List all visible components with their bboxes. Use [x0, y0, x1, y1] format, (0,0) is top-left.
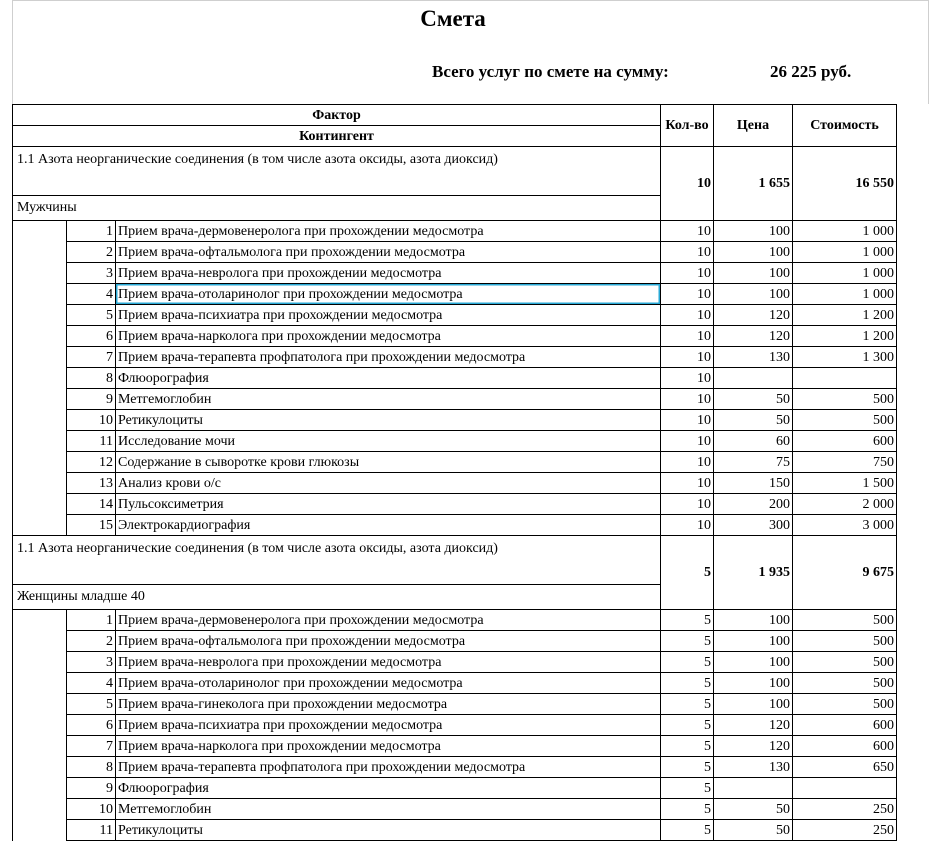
- service-name[interactable]: Прием врача-отоларинолог при прохождении медосмотра: [116, 284, 661, 305]
- row-number[interactable]: 6: [67, 715, 116, 736]
- service-qty[interactable]: 10: [661, 347, 714, 368]
- group-factor[interactable]: 1.1 Азота неорганические соединения (в том числе азота оксиды, азота диоксид): [13, 147, 661, 196]
- service-price[interactable]: 130: [714, 757, 793, 778]
- service-qty[interactable]: 10: [661, 368, 714, 389]
- row-indent: [13, 242, 67, 263]
- service-qty[interactable]: 5: [661, 799, 714, 820]
- service-qty[interactable]: 10: [661, 326, 714, 347]
- group-contingent[interactable]: Мужчины: [13, 196, 661, 221]
- service-qty[interactable]: 10: [661, 452, 714, 473]
- service-price[interactable]: 100: [714, 242, 793, 263]
- service-cost[interactable]: 2 000: [793, 494, 897, 515]
- service-price[interactable]: 130: [714, 347, 793, 368]
- table-row[interactable]: [13, 242, 897, 263]
- row-indent: [13, 715, 67, 736]
- service-name[interactable]: Прием врача-невролога при прохождении медосмотра: [116, 652, 661, 673]
- service-price[interactable]: [714, 368, 793, 389]
- row-indent: [13, 515, 67, 536]
- table-row[interactable]: [13, 452, 897, 473]
- service-qty[interactable]: 10: [661, 494, 714, 515]
- total-value: 26 225 руб.: [770, 62, 852, 81]
- service-price[interactable]: 120: [714, 326, 793, 347]
- row-indent: [13, 494, 67, 515]
- service-name[interactable]: Прием врача-терапевта профпатолога при прохождении медосмотра: [116, 757, 661, 778]
- table-row[interactable]: [13, 410, 897, 431]
- row-indent: [13, 389, 67, 410]
- service-name[interactable]: Прием врача-офтальмолога при прохождении медосмотра: [116, 631, 661, 652]
- row-number[interactable]: 4: [67, 284, 116, 305]
- table-row[interactable]: [13, 473, 897, 494]
- row-indent: [13, 778, 67, 799]
- table-row[interactable]: [13, 631, 897, 652]
- service-qty[interactable]: 10: [661, 515, 714, 536]
- estimate-sheet: [12, 104, 896, 838]
- table-row[interactable]: [13, 494, 897, 515]
- service-price[interactable]: 50: [714, 799, 793, 820]
- service-cost[interactable]: [793, 778, 897, 799]
- service-qty[interactable]: 5: [661, 694, 714, 715]
- service-price[interactable]: 120: [714, 305, 793, 326]
- service-name[interactable]: Прием врача-психиатра при прохождении медосмотра: [116, 305, 661, 326]
- service-price[interactable]: 100: [714, 631, 793, 652]
- row-number[interactable]: 2: [67, 631, 116, 652]
- table-row[interactable]: [13, 610, 897, 631]
- row-indent: [13, 473, 67, 494]
- row-number[interactable]: 15: [67, 515, 116, 536]
- service-name[interactable]: Прием врача-нарколога при прохождении медосмотра: [116, 736, 661, 757]
- service-cost[interactable]: 1 000: [793, 284, 897, 305]
- row-number[interactable]: 1: [67, 610, 116, 631]
- service-cost[interactable]: 500: [793, 673, 897, 694]
- row-number[interactable]: 8: [67, 757, 116, 778]
- service-cost[interactable]: 250: [793, 799, 897, 820]
- table-row[interactable]: [13, 515, 897, 536]
- row-number[interactable]: 3: [67, 652, 116, 673]
- row-number[interactable]: 3: [67, 263, 116, 284]
- group-qty[interactable]: 5: [661, 536, 714, 610]
- row-number[interactable]: 2: [67, 242, 116, 263]
- service-cost[interactable]: 1 200: [793, 305, 897, 326]
- group-qty[interactable]: 10: [661, 147, 714, 221]
- service-price[interactable]: 100: [714, 673, 793, 694]
- row-indent: [13, 820, 67, 841]
- service-name[interactable]: Пульсоксиметрия: [116, 494, 661, 515]
- service-price[interactable]: [714, 778, 793, 799]
- service-qty[interactable]: 10: [661, 242, 714, 263]
- service-cost[interactable]: 600: [793, 431, 897, 452]
- row-number[interactable]: 8: [67, 368, 116, 389]
- service-cost[interactable]: 1 000: [793, 263, 897, 284]
- row-indent: [13, 799, 67, 820]
- row-indent: [13, 736, 67, 757]
- service-price[interactable]: 120: [714, 715, 793, 736]
- service-qty[interactable]: 10: [661, 389, 714, 410]
- service-name[interactable]: Флюорография: [116, 368, 661, 389]
- service-price[interactable]: 100: [714, 652, 793, 673]
- service-cost[interactable]: 1 200: [793, 326, 897, 347]
- service-qty[interactable]: 10: [661, 473, 714, 494]
- row-indent: [13, 368, 67, 389]
- row-number[interactable]: 10: [67, 799, 116, 820]
- row-indent: [13, 757, 67, 778]
- table-row[interactable]: [13, 326, 897, 347]
- table-row[interactable]: [13, 305, 897, 326]
- row-number[interactable]: 5: [67, 305, 116, 326]
- row-number[interactable]: 7: [67, 347, 116, 368]
- service-name[interactable]: Ретикулоциты: [116, 820, 661, 841]
- table-row[interactable]: [13, 284, 897, 305]
- service-cost[interactable]: 250: [793, 820, 897, 841]
- group-contingent[interactable]: Женщины младше 40: [13, 585, 661, 610]
- service-cost[interactable]: 600: [793, 736, 897, 757]
- row-number[interactable]: 14: [67, 494, 116, 515]
- table-row[interactable]: [13, 389, 897, 410]
- service-name[interactable]: Прием врача-нарколога при прохождении медосмотра: [116, 326, 661, 347]
- row-number[interactable]: 6: [67, 326, 116, 347]
- service-cost[interactable]: 500: [793, 631, 897, 652]
- row-indent: [13, 452, 67, 473]
- column-header-factor[interactable]: Фактор: [13, 105, 661, 126]
- row-indent: [13, 631, 67, 652]
- service-qty[interactable]: 5: [661, 610, 714, 631]
- service-name[interactable]: Прием врача-гинеколога при прохождении медосмотра: [116, 694, 661, 715]
- column-header-qty[interactable]: Кол-во: [661, 105, 714, 147]
- service-qty[interactable]: 5: [661, 631, 714, 652]
- service-name[interactable]: Прием врача-терапевта профпатолога при прохождении медосмотра: [116, 347, 661, 368]
- service-qty[interactable]: 10: [661, 284, 714, 305]
- service-price[interactable]: 300: [714, 515, 793, 536]
- table-row[interactable]: [13, 652, 897, 673]
- service-cost[interactable]: 500: [793, 694, 897, 715]
- table-row[interactable]: [13, 673, 897, 694]
- table-row[interactable]: [13, 347, 897, 368]
- service-qty[interactable]: 10: [661, 431, 714, 452]
- column-header-contingent[interactable]: Контингент: [13, 126, 661, 147]
- table-row[interactable]: [13, 368, 897, 389]
- table-row[interactable]: [13, 757, 897, 778]
- table-row[interactable]: [13, 221, 897, 242]
- row-indent: [13, 431, 67, 452]
- service-cost[interactable]: 500: [793, 610, 897, 631]
- row-indent: [13, 673, 67, 694]
- service-cost[interactable]: [793, 368, 897, 389]
- service-qty[interactable]: 5: [661, 652, 714, 673]
- page-title: Смета: [420, 6, 486, 31]
- service-qty[interactable]: 10: [661, 410, 714, 431]
- row-number[interactable]: 5: [67, 694, 116, 715]
- row-number[interactable]: 7: [67, 736, 116, 757]
- service-price[interactable]: 50: [714, 410, 793, 431]
- service-name[interactable]: Прием врача-дермовенеролога при прохождении медосмотра: [116, 221, 661, 242]
- service-cost[interactable]: 1 000: [793, 221, 897, 242]
- service-qty[interactable]: 5: [661, 715, 714, 736]
- row-indent: [13, 347, 67, 368]
- row-indent: [13, 221, 67, 242]
- table-row[interactable]: [13, 715, 897, 736]
- service-price[interactable]: 100: [714, 694, 793, 715]
- service-cost[interactable]: 750: [793, 452, 897, 473]
- row-indent: [13, 694, 67, 715]
- service-name[interactable]: Ретикулоциты: [116, 410, 661, 431]
- row-number[interactable]: 11: [67, 820, 116, 841]
- service-name[interactable]: Прием врача-невролога при прохождении медосмотра: [116, 263, 661, 284]
- service-cost[interactable]: 600: [793, 715, 897, 736]
- row-indent: [13, 263, 67, 284]
- total-label: Всего услуг по смете на сумму:: [432, 62, 669, 81]
- row-number[interactable]: 9: [67, 778, 116, 799]
- service-cost[interactable]: 3 000: [793, 515, 897, 536]
- group-header-row[interactable]: [13, 536, 897, 585]
- row-indent: [13, 410, 67, 431]
- service-name[interactable]: Прием врача-офтальмолога при прохождении медосмотра: [116, 242, 661, 263]
- table-row[interactable]: [13, 263, 897, 284]
- row-number[interactable]: 4: [67, 673, 116, 694]
- service-price[interactable]: 100: [714, 221, 793, 242]
- service-cost[interactable]: 500: [793, 389, 897, 410]
- service-price[interactable]: 200: [714, 494, 793, 515]
- service-name[interactable]: Электрокардиография: [116, 515, 661, 536]
- group-cost[interactable]: 9 675: [793, 536, 897, 610]
- service-cost[interactable]: 500: [793, 410, 897, 431]
- service-name[interactable]: Метгемоглобин: [116, 389, 661, 410]
- service-price[interactable]: 100: [714, 263, 793, 284]
- service-qty[interactable]: 5: [661, 736, 714, 757]
- row-number[interactable]: 9: [67, 389, 116, 410]
- service-name[interactable]: Прием врача-отоларинолог при прохождении медосмотра: [116, 673, 661, 694]
- service-cost[interactable]: 1 300: [793, 347, 897, 368]
- service-name[interactable]: Метгемоглобин: [116, 799, 661, 820]
- service-price[interactable]: 60: [714, 431, 793, 452]
- service-cost[interactable]: 1 000: [793, 242, 897, 263]
- service-price[interactable]: 100: [714, 610, 793, 631]
- group-header-row[interactable]: [13, 147, 897, 196]
- service-name[interactable]: Флюорография: [116, 778, 661, 799]
- row-number[interactable]: 10: [67, 410, 116, 431]
- service-cost[interactable]: 500: [793, 652, 897, 673]
- row-number[interactable]: 12: [67, 452, 116, 473]
- service-price[interactable]: 100: [714, 284, 793, 305]
- table-row[interactable]: [13, 778, 897, 799]
- table-row[interactable]: [13, 799, 897, 820]
- table-row[interactable]: [13, 694, 897, 715]
- service-name[interactable]: Прием врача-дермовенеролога при прохождении медосмотра: [116, 610, 661, 631]
- service-price[interactable]: 50: [714, 820, 793, 841]
- service-qty[interactable]: 10: [661, 221, 714, 242]
- service-name[interactable]: Анализ крови о/с: [116, 473, 661, 494]
- service-price[interactable]: 150: [714, 473, 793, 494]
- table-row[interactable]: [13, 736, 897, 757]
- service-qty[interactable]: 10: [661, 305, 714, 326]
- service-name[interactable]: Исследование мочи: [116, 431, 661, 452]
- row-number[interactable]: 13: [67, 473, 116, 494]
- page-frame-top: [12, 0, 929, 1]
- table-row[interactable]: [13, 820, 897, 841]
- column-header-cost[interactable]: Стоимость: [793, 105, 897, 147]
- service-qty[interactable]: 10: [661, 263, 714, 284]
- service-price[interactable]: 50: [714, 389, 793, 410]
- row-indent: [13, 284, 67, 305]
- column-header-price[interactable]: Цена: [714, 105, 793, 147]
- service-cost[interactable]: 1 500: [793, 473, 897, 494]
- group-factor[interactable]: 1.1 Азота неорганические соединения (в том числе азота оксиды, азота диоксид): [13, 536, 661, 585]
- service-qty[interactable]: 5: [661, 820, 714, 841]
- service-qty[interactable]: 5: [661, 778, 714, 799]
- service-price[interactable]: 120: [714, 736, 793, 757]
- estimate-table: [12, 104, 897, 841]
- group-cost[interactable]: 16 550: [793, 147, 897, 221]
- service-cost[interactable]: 650: [793, 757, 897, 778]
- service-qty[interactable]: 5: [661, 673, 714, 694]
- group-price[interactable]: 1 935: [714, 536, 793, 610]
- service-name[interactable]: Прием врача-психиатра при прохождении медосмотра: [116, 715, 661, 736]
- service-price[interactable]: 75: [714, 452, 793, 473]
- row-number[interactable]: 11: [67, 431, 116, 452]
- row-indent: [13, 326, 67, 347]
- group-price[interactable]: 1 655: [714, 147, 793, 221]
- service-name[interactable]: Содержание в сыворотке крови глюкозы: [116, 452, 661, 473]
- row-indent: [13, 610, 67, 631]
- row-indent: [13, 652, 67, 673]
- row-indent: [13, 305, 67, 326]
- table-row[interactable]: [13, 431, 897, 452]
- row-number[interactable]: 1: [67, 221, 116, 242]
- service-qty[interactable]: 5: [661, 757, 714, 778]
